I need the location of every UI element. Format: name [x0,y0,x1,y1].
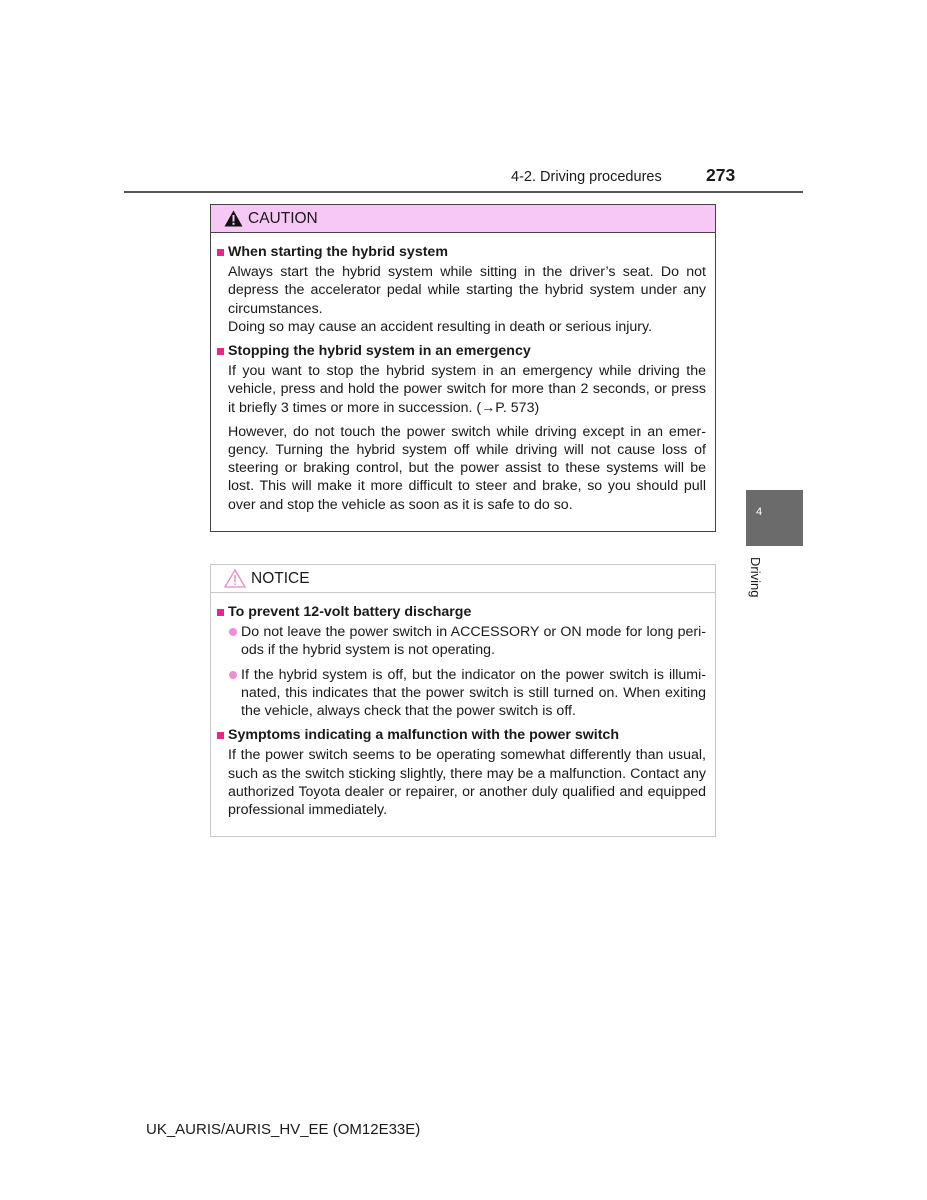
section-title-text: To prevent 12-volt battery discharge [228,604,472,620]
footer-code: UK_AURIS/AURIS_HV_EE (OM12E33E) [146,1121,421,1138]
square-bullet-icon [217,249,224,256]
square-bullet-icon [217,348,224,355]
notice-header [211,565,715,593]
list-item [217,666,706,721]
caution-label: CAUTION [248,209,318,227]
caution-section-title [217,342,706,360]
paragraph: However, do not touch the power switch while driving except in an emergency. Turning the hybrid system off while driving will not cause loss of steering or braking control, but the power assist to these systems will be lost. This will make it more difficult to steer and brake, so you should pull over and stop the vehicle as soon as it is safe to do so. [228,423,706,513]
paragraph: Always start the hybrid system while sitting in the driver’s seat. Do not depress the accelerator pedal while starting the hybrid system under any circumstances. [228,264,706,317]
chapter-tab [746,490,803,546]
list-item [217,623,706,659]
caution-box [210,204,716,532]
paragraph: If you want to stop the hybrid system in an emergency while driving the vehicle, press and hold the power switch for more than 2 seconds, or press it briefly 3 times or more in succession. (→P. 573) [228,363,706,416]
section-title-text: When starting the hybrid system [228,244,448,260]
list-item-text: Do not leave the power switch in ACCESSORY or ON mode for long periods if the hybrid system is not operating. [241,624,706,659]
notice-body [211,593,715,819]
square-bullet-icon [217,732,224,739]
square-bullet-icon [217,609,224,616]
warning-triangle-outline-icon [224,569,246,588]
chapter-number: 4 [756,506,763,518]
page-number: 273 [706,165,736,185]
section-title-text: Symptoms indicating a malfunction with the power switch [228,727,619,744]
paragraph: Doing so may cause an accident resulting in death or serious injury. [228,318,653,335]
caution-header [211,205,715,233]
notice-section-title [217,603,706,621]
dot-bullet-icon [229,628,237,636]
paragraph: If the power switch seems to be operating somewhat differently than usual, such as the switch sticking slightly, there may be a malfunction. Contact any authorized Toyota dealer or repairer, or another duly qualified and equipped professional immediately. [228,747,706,819]
section-title: 4-2. Driving procedures [511,169,662,185]
list-item-text: If the hybrid system is off, but the indicator on the power switch is illuminated, this indicates that the power switch is still turned on. When exiting the vehicle, always check that the power switch is off. [241,666,706,720]
section-title-text: Stopping the hybrid system in an emergency [228,343,531,360]
notice-section-title [217,726,706,744]
caution-body [211,233,715,514]
warning-triangle-filled-icon [224,210,243,227]
chapter-label: Driving [748,557,763,598]
caution-section-title [217,243,706,261]
dot-bullet-icon [229,671,237,679]
notice-box [210,564,716,837]
header-rule [124,191,803,193]
notice-label: NOTICE [251,569,310,587]
